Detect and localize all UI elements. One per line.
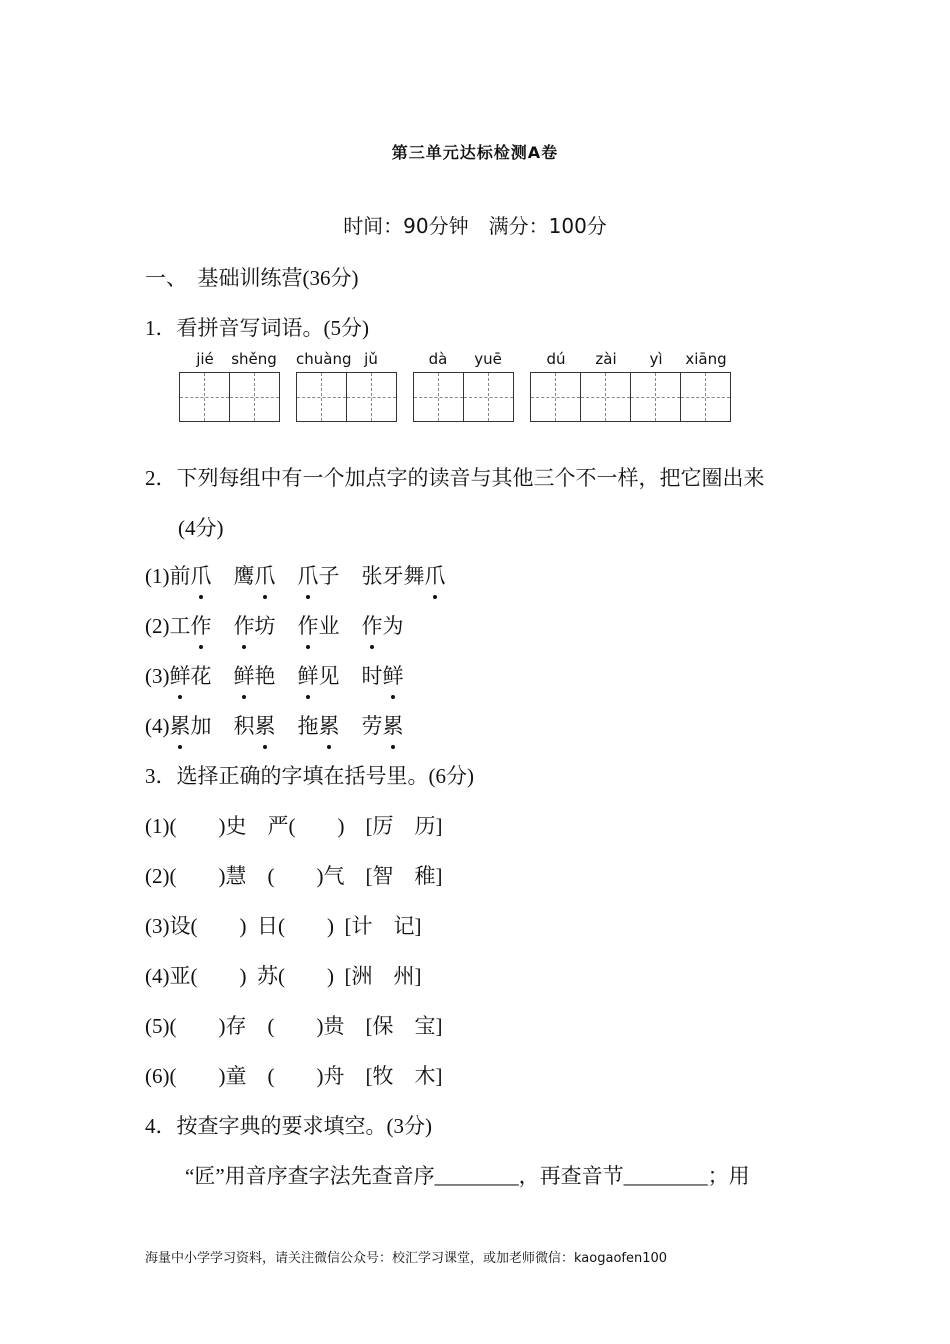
- dotted-char[interactable]: 鲜: [234, 660, 255, 690]
- writing-grid[interactable]: [530, 372, 731, 422]
- q3-item[interactable]: (3)设( ) 日( ) [计 记]: [145, 914, 422, 938]
- grid-cell[interactable]: [180, 373, 230, 421]
- dotted-char[interactable]: 作: [298, 610, 319, 640]
- pinyin-label: dà: [428, 350, 448, 368]
- pinyin-label: shěng: [231, 350, 277, 368]
- dotted-char[interactable]: 爪: [298, 560, 319, 590]
- dotted-char[interactable]: 鲜: [170, 660, 191, 690]
- question-4-prompt: 4．按查字典的要求填空。(3分): [145, 1114, 432, 1138]
- q2-group: (4)累加 积累 拖累 劳累: [145, 710, 404, 740]
- dotted-char[interactable]: 作: [191, 610, 212, 640]
- q3-item[interactable]: (1)( )史 严( ) [厉 历]: [145, 814, 443, 838]
- dotted-char[interactable]: 累: [255, 710, 276, 740]
- q3-item[interactable]: (5)( )存 ( )贵 [保 宝]: [145, 1014, 443, 1038]
- grid-cell[interactable]: [347, 373, 396, 421]
- writing-grid[interactable]: [296, 372, 397, 422]
- section-heading: 一、 基础训练营(36分): [145, 266, 359, 290]
- grid-cell[interactable]: [631, 373, 681, 421]
- grid-cell[interactable]: [297, 373, 347, 421]
- page-title: 第三单元达标检测A卷: [391, 143, 559, 162]
- dotted-char[interactable]: 鲜: [383, 660, 404, 690]
- group-number: (3): [145, 664, 170, 688]
- group-number: (4): [145, 714, 170, 738]
- question-1-prompt: 1．看拼音写词语。(5分): [145, 316, 369, 340]
- q3-item[interactable]: (6)( )童 ( )舟 [牧 木]: [145, 1064, 443, 1088]
- pinyin-label: xiāng: [685, 350, 727, 368]
- group-number: (1): [145, 564, 170, 588]
- q3-item[interactable]: (4)亚( ) 苏( ) [洲 州]: [145, 964, 422, 988]
- grid-cell[interactable]: [681, 373, 730, 421]
- dotted-char[interactable]: 累: [319, 710, 340, 740]
- question-3-prompt: 3．选择正确的字填在括号里。(6分): [145, 764, 474, 788]
- pinyin-label: zài: [595, 350, 617, 368]
- grid-cell[interactable]: [531, 373, 581, 421]
- q2-group: (1)前爪 鹰爪 爪子 张牙舞爪: [145, 560, 446, 590]
- pinyin-label: yuē: [474, 350, 502, 368]
- pinyin-label: jié: [196, 350, 214, 368]
- grid-cell[interactable]: [581, 373, 631, 421]
- question-2-prompt: 2．下列每组中有一个加点字的读音与其他三个不一样，把它圈出来: [145, 466, 765, 490]
- grid-cell[interactable]: [414, 373, 464, 421]
- writing-grid[interactable]: [179, 372, 280, 422]
- group-number: (2): [145, 614, 170, 638]
- q2-group: (3)鲜花 鲜艳 鲜见 时鲜: [145, 660, 404, 690]
- dotted-char[interactable]: 鲜: [298, 660, 319, 690]
- grid-cell[interactable]: [230, 373, 279, 421]
- pinyin-label: jǔ: [364, 350, 378, 368]
- dotted-char[interactable]: 爪: [255, 560, 276, 590]
- footer-note: 海量中小学学习资料，请关注微信公众号：校汇学习课堂，或加老师微信：kaogaofen100: [145, 1251, 668, 1266]
- q2-group: (2)工作 作坊 作业 作为: [145, 610, 404, 640]
- writing-grid[interactable]: [413, 372, 514, 422]
- dotted-char[interactable]: 作: [362, 610, 383, 640]
- q3-item[interactable]: (2)( )慧 ( )气 [智 稚]: [145, 864, 443, 888]
- dotted-char[interactable]: 爪: [191, 560, 212, 590]
- grid-cell[interactable]: [464, 373, 513, 421]
- dotted-char[interactable]: 爪: [425, 560, 446, 590]
- pinyin-label: chuàng: [296, 350, 352, 368]
- dotted-char[interactable]: 累: [383, 710, 404, 740]
- dotted-char[interactable]: 作: [234, 610, 255, 640]
- question-2-score: (4分): [178, 516, 224, 540]
- pinyin-label: yì: [649, 350, 663, 368]
- pinyin-label: dú: [546, 350, 566, 368]
- question-4-text[interactable]: “匠”用音序查字法先查音序________，再查音节________；用: [185, 1164, 750, 1188]
- exam-info: 时间：90分钟 满分：100分: [343, 214, 607, 238]
- dotted-char[interactable]: 累: [170, 710, 191, 740]
